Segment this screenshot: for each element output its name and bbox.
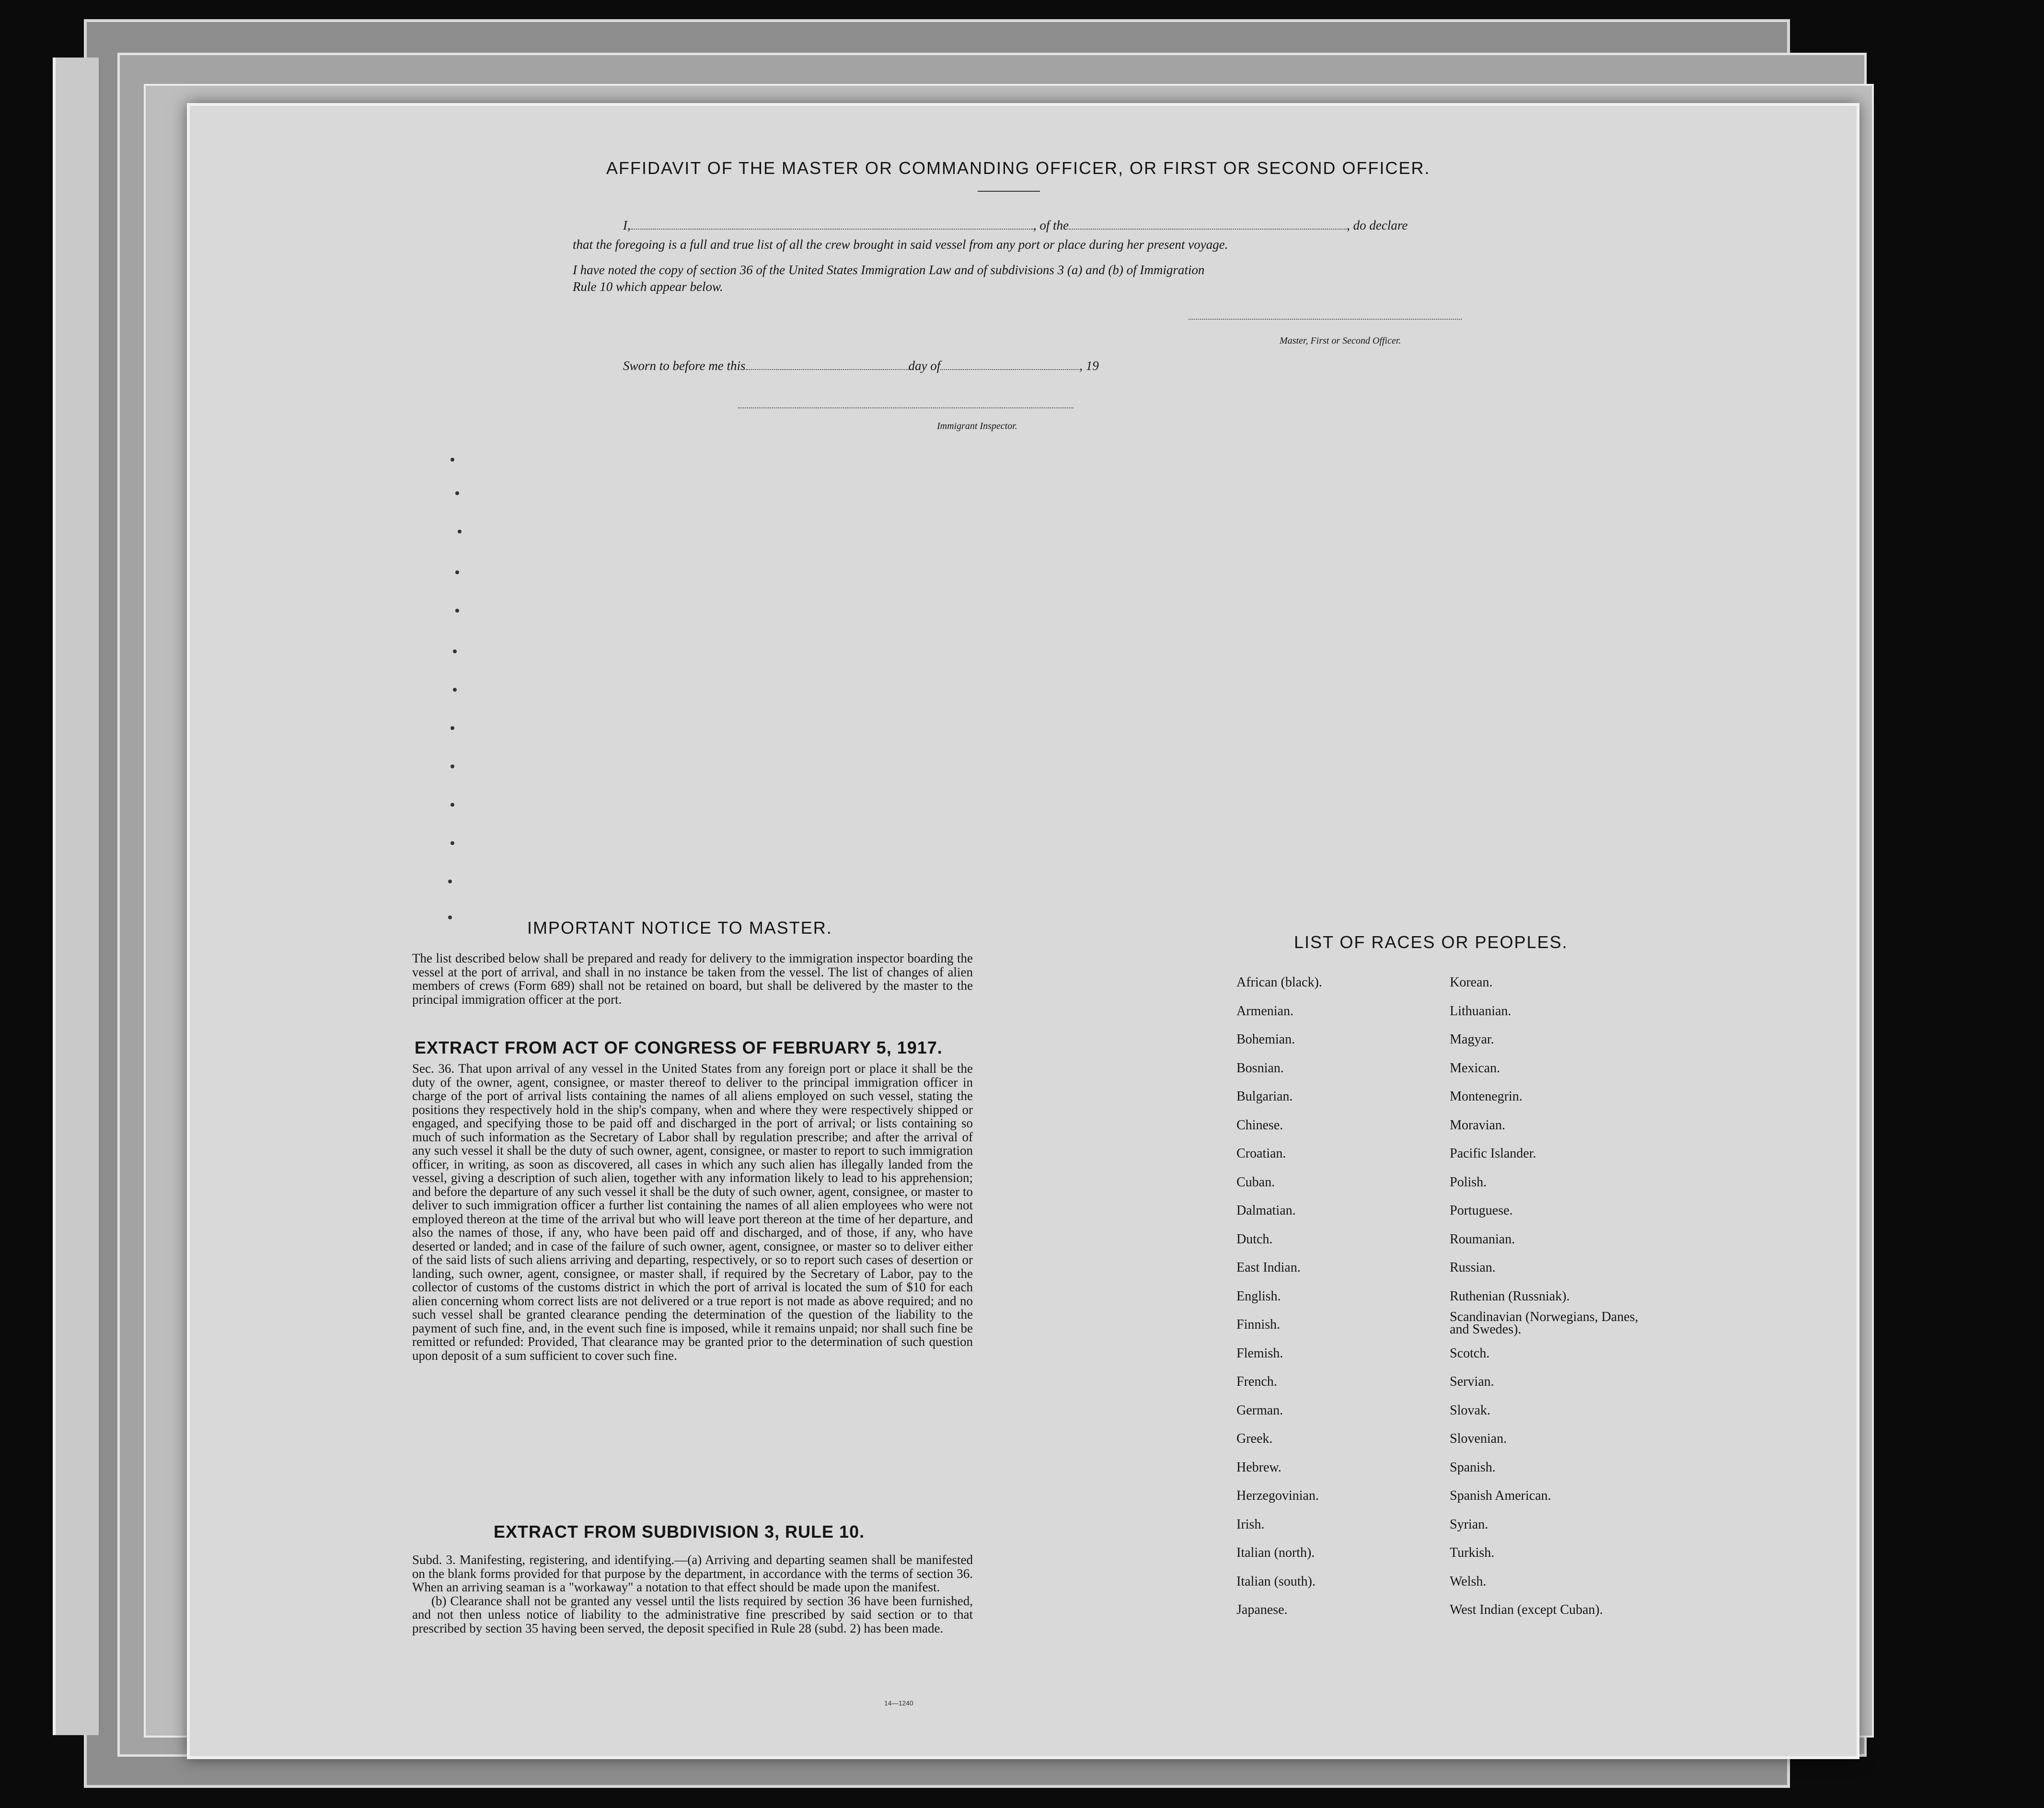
race-right-item: Slovenian. [1450,1431,1507,1446]
row-dot [448,916,452,919]
affidavit-of-the: , of the [1033,218,1069,232]
race-right-item: Russian. [1450,1260,1496,1275]
race-right-item: Magyar. [1450,1032,1494,1047]
race-left-item: Bosnian. [1236,1060,1284,1076]
affidavit-line-2: that the foregoing is a full and true list of all the crew brought in said vessel from any port or place during her present voyage. [573,237,1228,252]
race-right-item: Polish. [1450,1174,1487,1190]
race-right-item: Montenegrin. [1450,1089,1523,1104]
race-right-item: Scandinavian (Norwegians, Danes, and Swedes). [1450,1310,1639,1337]
extract-act-title: EXTRACT FROM ACT OF CONGRESS OF FEBRUARY 5, 1917. [415,1038,943,1057]
extract-rule-body [412,1553,973,1635]
sworn-date-blank [746,369,909,370]
race-left-item: Irish. [1236,1517,1265,1532]
row-dot [450,458,454,462]
race-right-item: Mexican. [1450,1060,1500,1076]
name-blank [631,229,1033,230]
race-right-item: Spanish American. [1450,1488,1551,1503]
race-left-item: Bohemian. [1236,1032,1295,1047]
form-number: 14—1240 [884,1699,913,1707]
race-right-item: Lithuanian. [1450,1003,1512,1019]
title-rule [978,191,1040,192]
rule-para-b: (b) Clearance shall not be granted any vessel until the lists required by section 36 have been furnished, and not then unless notice of liability to the administrative fine prescribed by said section or to that prescribed by section 35 having been served, the deposit specified in Rule 28 (subd. 2) has been made. [412,1593,973,1635]
race-left-item: Finnish. [1236,1317,1281,1332]
race-left-item: Hebrew. [1236,1460,1282,1475]
race-right-item: Welsh. [1450,1574,1487,1589]
sworn-line [623,359,1099,373]
race-right-item: Roumanian. [1450,1231,1515,1247]
row-dot [453,688,457,692]
row-dot [455,609,459,613]
race-left-item: Japanese. [1236,1602,1288,1617]
race-right-item: Pacific Islander. [1450,1146,1536,1161]
race-right-item: Turkish. [1450,1545,1495,1560]
race-left-item: East Indian. [1236,1260,1301,1275]
sworn-day-of: day of [908,359,941,373]
race-right-item: Korean. [1450,975,1493,990]
race-right-item: Syrian. [1450,1517,1489,1532]
row-dot [450,765,454,768]
race-left-item: Bulgarian. [1236,1089,1293,1104]
races-title: LIST OF RACES OR PEOPLES. [1294,932,1568,952]
row-dot [455,570,459,574]
race-right-item: Portuguese. [1450,1203,1513,1218]
race-left-item: Dalmatian. [1236,1203,1296,1218]
rule-para-a: Subd. 3. Manifesting, registering, and identifying.—(a) Arriving and departing seamen shall be manifested on the blank forms provided for that purpose by the department, in accordance with the terms of section 36. When an arriving seaman is a "workaway" a notation to that effect should be made upon the manifest. [412,1553,973,1594]
sworn-prefix: Sworn to before me this [623,359,746,373]
race-left-item: Herzegovinian. [1236,1488,1319,1503]
inspector-blank [738,407,1074,408]
race-right-item: Ruthenian (Russniak). [1450,1288,1570,1304]
row-dot [455,491,459,495]
sworn-year: , 19 [1079,359,1099,373]
race-right-item: Spanish. [1450,1460,1496,1475]
notice-title: IMPORTANT NOTICE TO MASTER. [527,918,832,938]
row-dot [450,803,454,807]
notice-body: The list described below shall be prepared and ready for delivery to the immigration inspector boarding the vessel at the port of arrival, and shall in no instance be taken from the vessel. The list of changes of alien members of crews (Form 689) shall not be retained on board, but shall be delivered by the master to the principal immigration officer at the port. [412,951,973,1007]
affidavit-title: AFFIDAVIT OF THE MASTER OR COMMANDING OFFICER, OR FIRST OR SECOND OFFICER. [606,158,1431,178]
affidavit-declaration-line [623,218,1408,233]
inspector-label: Immigrant Inspector. [937,421,1017,431]
race-left-item: Flemish. [1236,1345,1283,1361]
race-right-item: Slovak. [1450,1402,1490,1418]
race-left-item: Cuban. [1236,1174,1275,1190]
race-left-item: Greek. [1236,1431,1273,1446]
extract-rule-title: EXTRACT FROM SUBDIVISION 3, RULE 10. [494,1522,865,1541]
race-left-item: Armenian. [1236,1003,1293,1019]
race-left-item: German. [1236,1402,1283,1418]
sworn-month-blank [940,369,1079,370]
race-left-item: African (black). [1236,975,1322,990]
race-left-item: Italian (south). [1236,1574,1316,1589]
race-left-item: French. [1236,1374,1277,1389]
race-right-item: Scotch. [1450,1345,1490,1361]
row-dot [448,880,452,883]
signature-blank [1189,319,1462,320]
affidavit-line-4: Rule 10 which appear below. [573,279,723,294]
race-left-item: Italian (north). [1236,1545,1315,1560]
signature-label: Master, First or Second Officer. [1280,336,1401,346]
race-right-item: Moravian. [1450,1117,1505,1133]
row-dot [453,649,457,653]
race-left-item: Chinese. [1236,1117,1283,1133]
race-left-item: Croatian. [1236,1146,1286,1161]
affidavit-i: I, [623,218,631,232]
extract-act-body: Sec. 36. That upon arrival of any vessel in the United States from any foreign port or place it shall be the duty of the owner, agent, consignee, or master thereof to deliver to the principal immigration officer in charge of the port of arrival lists containing the names of all aliens employed on such vessel, stating the positions they respectively hold in the ship's company, when and where they were respectively shipped or engaged, and specifying those to be paid off and discharged in the port of arrival; or lists containing so much of such information as the Secretary of Labor shall by regulation prescribe; and after the arrival of any such vessel it shall be the duty of such owner, agent, consignee, or master to report to such immigration officer, in writing, as soon as discovered, all cases in which any such alien has illegally landed from the vessel, giving a description of such alien, together with any information likely to lead to his apprehension; and before the departure of any such vessel it shall be the duty of such owner, agent, consignee, or master to deliver to such immigration officer a further list containing the names of all alien employees who were not employed thereon at the time of the arrival but who will leave port thereon at the time of her departure, and also the names of those, if any, who have been paid off and discharged, and of those, if any, who have deserted or landed; and in case of the failure of such owner, agent, consignee, or master so to deliver either of the said lists of such aliens arriving and departing, respectively, or so to report such cases of desertion or landing, such owner, agent, consignee, or master shall, if required by the Secretary of Labor, pay to the collector of customs of the customs district in which the port of arrival is located the sum of $10 for each alien concerning whom correct lists are not delivered or a true report is not made as above required; and no such vessel shall be granted clearance pending the determination of the question of the liability to the payment of such fine, and, in the event such fine is imposed, while it remains unpaid; nor shall such fine be remitted or refunded: Provided, That clearance may be granted prior to the determination of such question upon deposit of a sum sufficient to cover such fine. [412,1061,973,1363]
race-right-item: West Indian (except Cuban). [1450,1602,1603,1617]
race-right-item: Servian. [1450,1374,1494,1389]
form-sheet [187,103,1859,1759]
vessel-blank [1069,229,1347,230]
affidavit-do-declare: , do declare [1347,218,1408,232]
row-dot [450,726,454,730]
race-left-item: Dutch. [1236,1231,1273,1247]
binding-strip [53,58,101,1735]
row-dot [450,841,454,845]
race-left-item: English. [1236,1288,1281,1304]
affidavit-line-3: I have noted the copy of section 36 of the United States Immigration Law and of subdivisions 3 (a) and (b) of Immigration [573,263,1205,277]
row-dot [458,530,462,533]
